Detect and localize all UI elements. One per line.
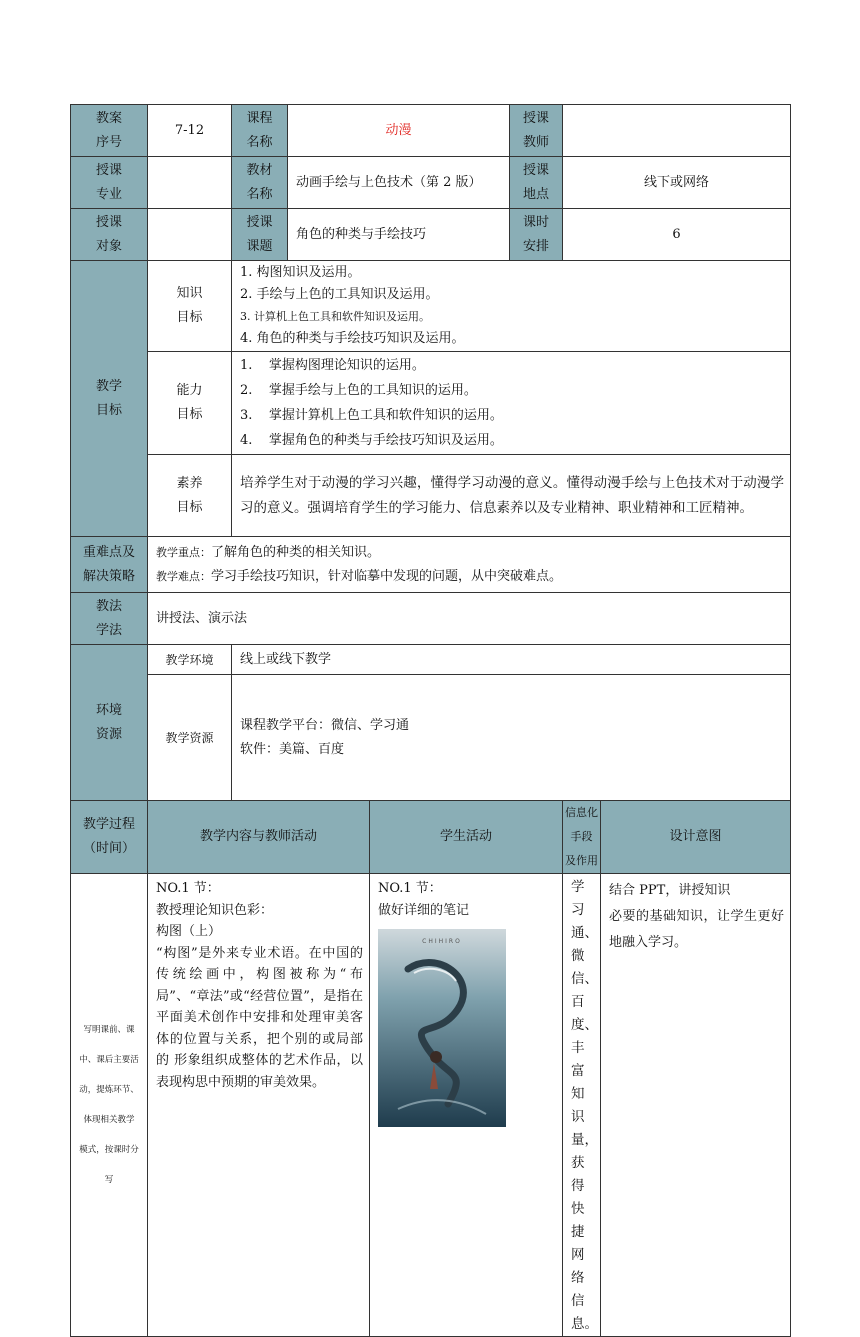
content-header: 教学内容与教师活动 [148,801,370,874]
resources-label: 教学资源 [148,675,232,801]
ability-goals-list [232,352,791,455]
design-line: 必要的基础知识，让学生更好地融入学习。 [609,909,785,950]
focus-label: 教学重点： [156,545,211,559]
anime-poster-image [378,929,506,1127]
teacher-value [563,105,791,157]
student-header: 学生活动 [370,801,563,874]
knowledge-goal-item: 4. 角色的种类与手绘技巧知识及运用。 [240,331,465,346]
literacy-goals-text: 培养学生对于动漫的学习兴趣，懂得学习动漫的意义。懂得动漫手绘与上色技术对于动漫学习的意义。强调培育学生的学习能力、信息素养以及专业精神、职业精神和工匠精神。 [232,455,791,537]
place-value: 线下或网络 [563,157,791,209]
student-line: 做好详细的笔记 [378,902,470,918]
topic-label: 授课 课题 [232,209,288,261]
place-label: 授课 地点 [510,157,563,209]
ability-goal-item: 3. 掌握计算机上色工具和软件知识的运用。 [240,408,503,423]
knowledge-goal-item: 1. 构图知识及运用。 [240,265,361,280]
difficulty-label: 教学难点： [156,569,211,583]
course-label: 课程 名称 [232,105,288,157]
info-header: 信息化手段 及作用 [563,801,601,874]
hours-value: 6 [563,209,791,261]
design-line: 结合 PPT，讲授知识 [609,883,731,898]
course-value: 动漫 [288,105,510,157]
knowledge-goals-label: 知识 目标 [148,261,232,352]
teacher-label: 授课 教师 [510,105,563,157]
design-header: 设计意图 [601,801,791,874]
ability-goal-item: 2. 掌握手绘与上色的工具知识的运用。 [240,383,477,398]
methods-label: 教法 学法 [71,593,148,645]
knowledge-goal-item: 2. 手绘与上色的工具知识及运用。 [240,287,439,302]
ability-goal-item: 1. 掌握构图理论知识的运用。 [240,358,425,373]
resource-line: 软件：美篇、百度 [240,741,345,757]
design-intent [601,874,791,1337]
env-value: 线上或线下教学 [232,645,791,675]
audience-label: 授课 对象 [71,209,148,261]
poster-caption: CHIHIRO [422,938,462,945]
textbook-value: 动画手绘与上色技术（第 2 版） [288,157,510,209]
textbook-label: 教材 名称 [232,157,288,209]
literacy-goals-label: 素养 目标 [148,455,232,537]
env-label: 教学环境 [148,645,232,675]
teaching-content [148,874,370,1337]
key-points-label: 重难点及 解决策略 [71,537,148,593]
student-activity [370,874,563,1337]
lesson-no-label: 教案 序号 [71,105,148,157]
methods-text: 讲授法、演示法 [148,593,791,645]
content-line: 教授理论知识色彩： [156,902,274,918]
difficulty-text: 学习手绘技巧知识，针对临摹中发现的问题，从中突破难点。 [211,568,563,584]
teaching-goals-label: 教学 目标 [71,261,148,537]
resources-value [232,675,791,801]
audience-value [148,209,232,261]
lesson-plan-table [70,104,791,1337]
process-side-note: 写明课前、课 中、课后主要活 动，提炼环节、 体现相关教学 模式，按课时分 写 [71,874,148,1337]
ability-goals-label: 能力 目标 [148,352,232,455]
lesson-no-value: 7-12 [148,105,232,157]
focus-text: 了解角色的种类的相关知识。 [211,544,381,560]
ability-goal-item: 4. 掌握角色的种类与手绘技巧知识及运用。 [240,433,503,448]
content-paragraph: “构图”是外来专业术语。在中国的传统绘画中，构图被称为“布局”、“章法”或“经营位置”，是指在平面美术创作中安排和处理审美客体的位置与关系，把个别的或局部的 形象组织成整体的艺术作品，以表现构思中预期的审美效果。 [156,945,363,1090]
resource-line: 课程教学平台：微信、学习通 [240,717,410,733]
major-label: 授课 专业 [71,157,148,209]
major-value [148,157,232,209]
topic-value: 角色的种类与手绘技巧 [288,209,510,261]
environment-label: 环境 资源 [71,645,148,801]
content-line: 构图（上） [156,924,222,939]
info-means: 学习通、微信、百度、丰富知识量，获得快捷网络信息。 [563,874,601,1337]
key-points-content [148,537,791,593]
knowledge-goal-item: 3. 计算机上色工具和软件知识及运用。 [240,310,430,323]
process-header: 教学过程 （时间） [71,801,148,874]
student-line: NO.1 节： [378,881,442,896]
hours-label: 课时 安排 [510,209,563,261]
knowledge-goals-list [232,261,791,352]
content-line: NO.1 节： [156,881,220,896]
